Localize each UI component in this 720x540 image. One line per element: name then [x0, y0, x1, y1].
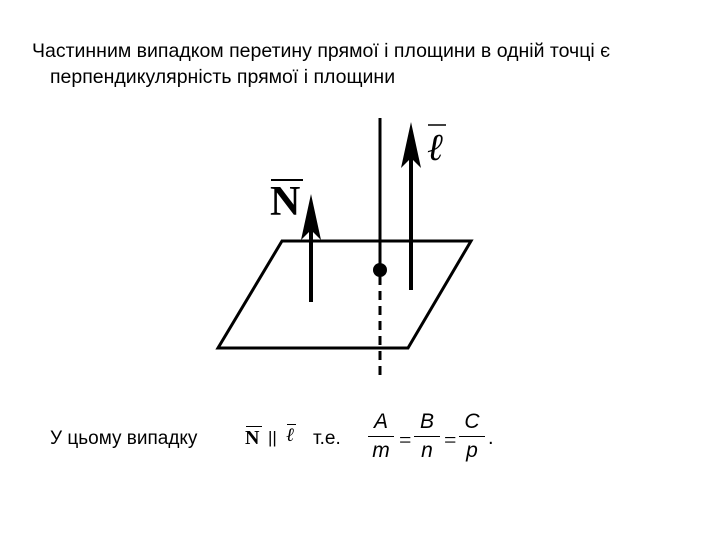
caption-row: [50, 428, 197, 450]
parallel-sign: ||: [268, 428, 277, 447]
equals-sign: =: [399, 427, 412, 452]
intersection-point: [373, 263, 387, 277]
caption-prefix: У цьому випадку: [50, 428, 198, 449]
ie-text: т.е.: [313, 428, 341, 449]
line-label: ℓ: [427, 125, 443, 169]
fraction-numerator: C: [464, 410, 480, 433]
fraction-B-n: [414, 410, 440, 463]
fraction-denominator: n: [421, 439, 433, 462]
fraction-C-p: [459, 410, 485, 463]
parallel-l: ℓ: [286, 424, 294, 446]
ratio-formula: [364, 410, 504, 476]
fraction-numerator: B: [419, 410, 434, 433]
equals-sign: =: [444, 427, 457, 452]
fraction-denominator: m: [372, 439, 390, 462]
formula-period: .: [488, 427, 494, 449]
heading-text: Частинним випадком перетину прямої і площини в одній точці є перпендикулярність прямої і площини: [32, 40, 611, 88]
fraction-numerator: A: [373, 410, 388, 433]
normal-label: N: [270, 179, 301, 225]
parallel-N: N: [245, 427, 260, 449]
parallel-expression: [244, 422, 304, 454]
fraction-A-m: [368, 410, 394, 463]
plane-parallelogram: [218, 241, 471, 348]
fraction-denominator: p: [466, 439, 478, 462]
